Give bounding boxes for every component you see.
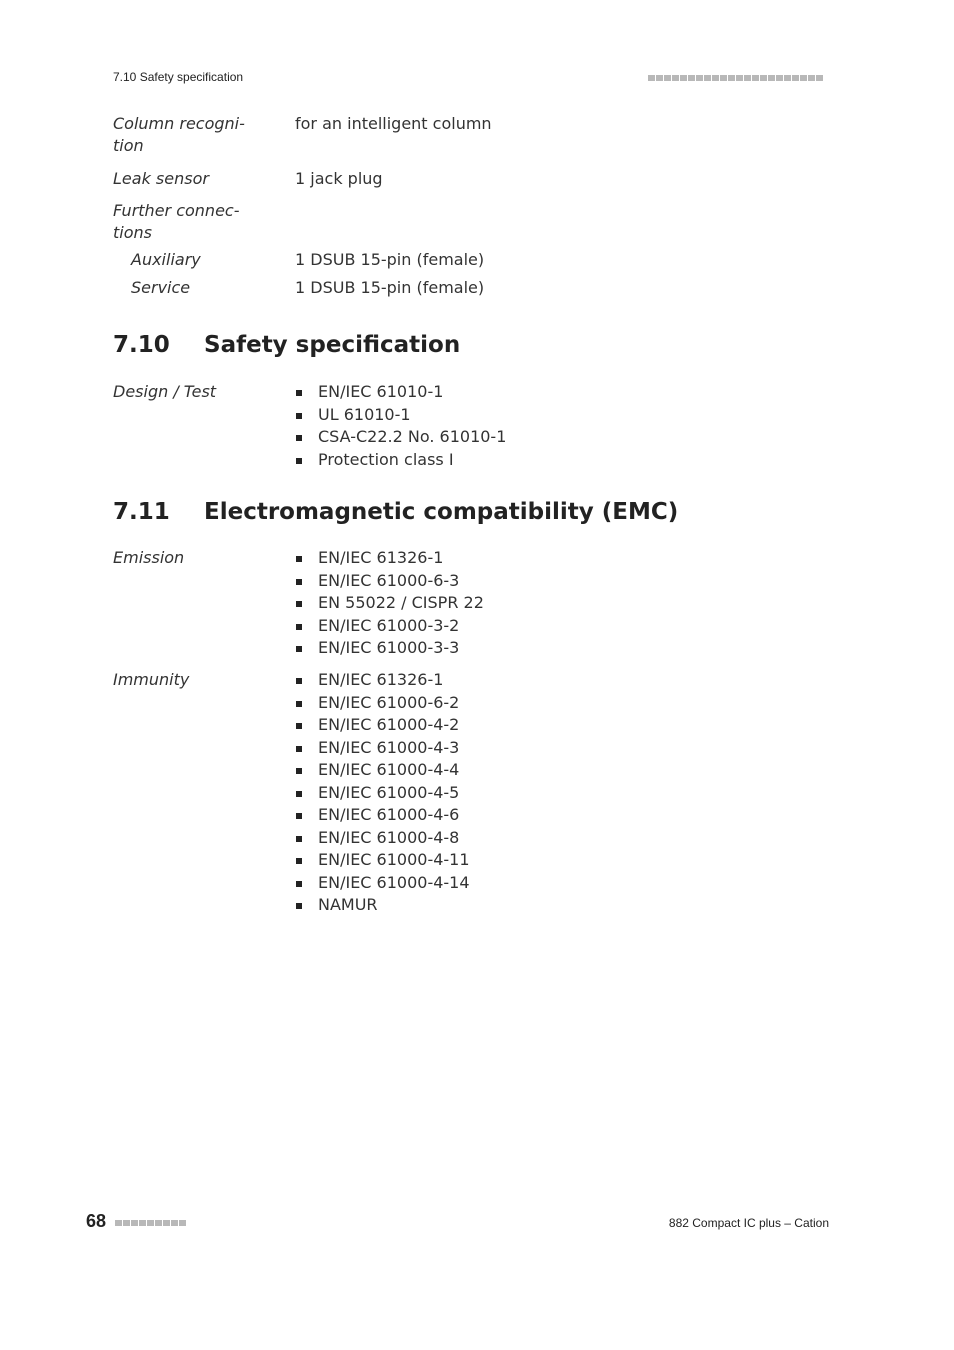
list-item: EN/IEC 61000-3-3 [296,637,484,660]
spec-value-leak-sensor: 1 jack plug [295,169,383,188]
list-item: Protection class I [296,449,506,472]
list-item: EN/IEC 61000-6-2 [296,692,470,715]
section-title: Safety specification [204,332,461,358]
list-item: UL 61010-1 [296,404,506,427]
list-item: EN/IEC 61000-4-2 [296,714,470,737]
list-item: EN/IEC 61000-6-3 [296,570,484,593]
section-number: 7.11 [113,499,170,525]
spec-term-column-recognition: Column recogni- tion [113,114,245,155]
emc-term-immunity: Immunity [113,670,190,689]
emc-term-emission: Emission [113,548,185,567]
list-item: EN/IEC 61000-4-6 [296,804,470,827]
spec-value-service: 1 DSUB 15-pin (female) [295,278,485,297]
immunity-standards-list [296,669,470,917]
emission-standards-list [296,547,484,660]
list-item: NAMUR [296,894,470,917]
list-item: EN/IEC 61000-4-11 [296,849,470,872]
list-item: EN 55022 / CISPR 22 [296,592,484,615]
running-header-title: 7.10 Safety specification [113,70,244,84]
list-item: EN/IEC 61010-1 [296,381,506,404]
header-decoration [648,75,823,81]
list-item: EN/IEC 61000-4-5 [296,782,470,805]
spec-term-further-connections: Further connec- tions [113,201,240,242]
spec-term-auxiliary: Auxiliary [131,250,201,269]
spec-value-column-recognition: for an intelligent column [295,114,492,133]
footer-decoration [115,1220,186,1226]
page-number: 68 [86,1211,107,1231]
list-item: EN/IEC 61000-4-14 [296,872,470,895]
safety-term-design-test: Design / Test [113,382,217,401]
footer-document-title: 882 Compact IC plus – Cation [668,1216,829,1230]
spec-term-leak-sensor: Leak sensor [113,169,209,188]
list-item: CSA-C22.2 No. 61010-1 [296,426,506,449]
list-item: EN/IEC 61000-4-8 [296,827,470,850]
section-heading-safety [113,332,460,358]
list-item: EN/IEC 61000-3-2 [296,615,484,638]
section-title: Electromagnetic compatibility (EMC) [204,499,679,525]
list-item: EN/IEC 61326-1 [296,669,470,692]
spec-value-auxiliary: 1 DSUB 15-pin (female) [295,250,485,269]
spec-term-service: Service [131,278,191,297]
list-item: EN/IEC 61000-4-4 [296,759,470,782]
section-heading-emc [113,499,678,525]
safety-standards-list [296,381,506,471]
section-number: 7.10 [113,332,170,358]
list-item: EN/IEC 61326-1 [296,547,484,570]
list-item: EN/IEC 61000-4-3 [296,737,470,760]
